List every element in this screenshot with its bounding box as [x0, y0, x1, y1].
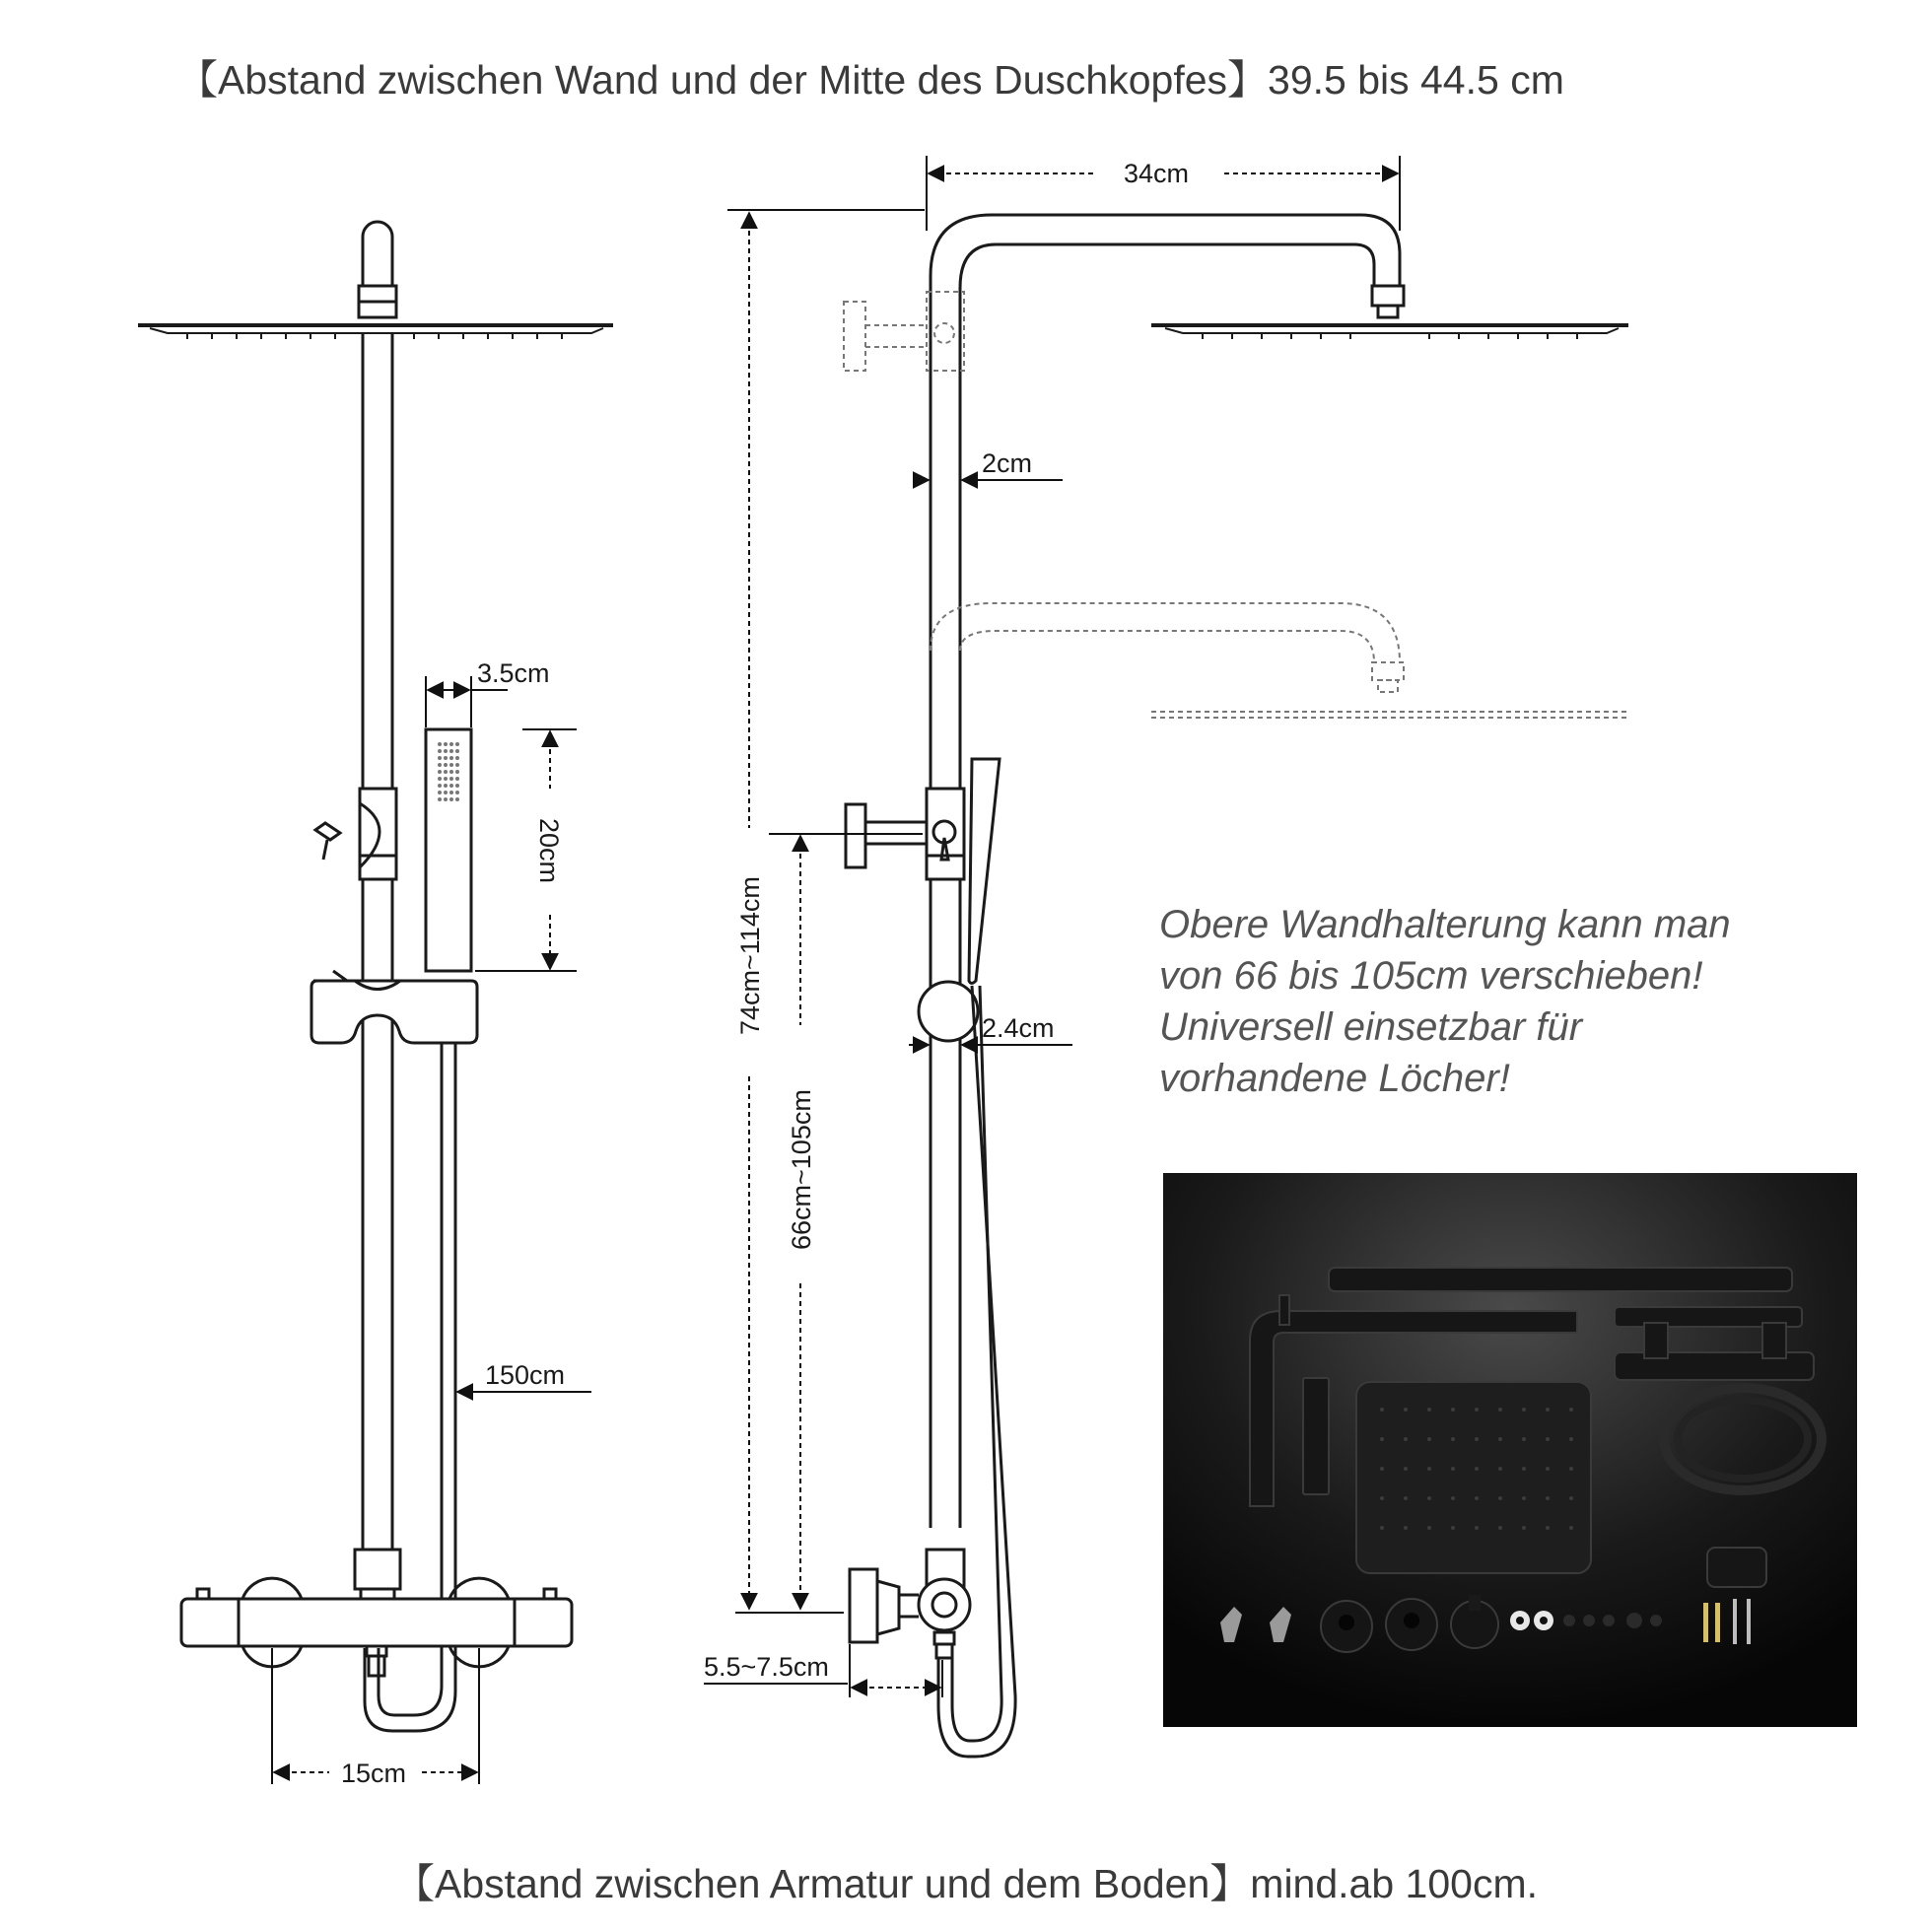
side-slider-knob	[919, 982, 978, 1041]
note-line-1: Obere Wandhalterung kann man	[1159, 903, 1731, 946]
adjustment-note	[1159, 899, 1731, 1104]
note-line-2: von 66 bis 105cm verschieben!	[1159, 954, 1703, 998]
caption-bottom: 【Abstand zwischen Armatur und dem Boden】mind.ab 100cm.	[394, 1861, 1538, 1906]
dim-hand-shower-width: 3.5cm	[477, 658, 550, 688]
caption-top: 【Abstand zwischen Wand und der Mitte des Duschkopfes】39.5 bis 44.5 cm	[177, 57, 1564, 103]
photo-hand-shower	[1303, 1378, 1329, 1494]
photo-riser-bar	[1329, 1268, 1792, 1291]
dim-wall-offset: 5.5~7.5cm	[704, 1652, 829, 1682]
dim-bracket-range: 66cm~105cm	[787, 1089, 816, 1250]
side-upper-bracket-dashed	[844, 292, 964, 371]
dim-hand-shower-length: 20cm	[534, 818, 564, 884]
photo-shower-head	[1356, 1382, 1591, 1573]
dim-total-height: 74cm~114cm	[735, 876, 765, 1035]
photo-holder	[1707, 1548, 1766, 1587]
front-hand-shower	[426, 729, 471, 971]
front-inlet-right	[449, 1578, 509, 1599]
dim-inlet-spacing: 15cm	[341, 1759, 407, 1788]
note-line-4: vorhandene Löcher!	[1159, 1057, 1510, 1100]
dim-lower-pipe-diameter: 2.4cm	[982, 1013, 1055, 1043]
dim-pipe-diameter: 2cm	[982, 448, 1033, 478]
side-hand-shower	[969, 759, 1000, 984]
note-line-3: Universell einsetzbar für	[1159, 1005, 1583, 1049]
product-photo	[1163, 1173, 1857, 1727]
dim-arm-length: 34cm	[1124, 159, 1190, 188]
front-slide-holder	[311, 981, 477, 1043]
side-lowered-arm-dashed	[931, 603, 1628, 718]
front-view	[138, 222, 613, 1731]
front-pipe-cap	[363, 222, 392, 286]
dim-hose-length: 150cm	[485, 1360, 566, 1390]
front-inlet-left	[242, 1578, 302, 1599]
